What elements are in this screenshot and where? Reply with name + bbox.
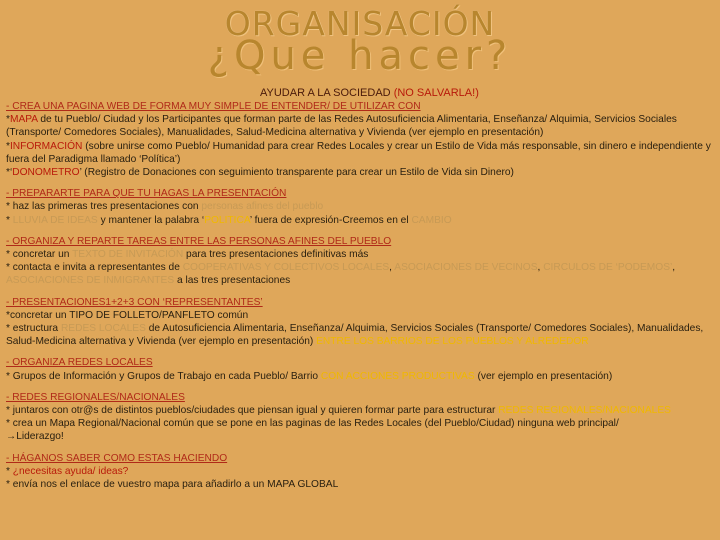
tagline-emphasis: (NO SALVARLA!) [393,87,479,99]
page-title: ORGANISACIÓN [224,4,496,43]
section-regional [6,391,714,444]
section-prepare [6,187,714,227]
section-heading: - PRESENTACIONES1+2+3 CON ‘REPRESENTANTES’ [6,296,263,308]
list-item: * juntaros con otr@s de distintos pueblos/ciudades que piensan igual y quieren formar parte para estructurar REDES REGIONALES/NACIONALES [6,405,671,417]
list-item: * crea un Mapa Regional/Nacional común que se pone en las paginas de las Redes Locales (del Pueblo/Ciudad) ninguna web principal/ [6,418,619,430]
content [6,100,714,499]
section-organize [6,235,714,288]
section-local-networks [6,356,714,382]
list-item: * LLUVIA DE IDEAS y mantener la palabra ‘POLITICA’ fuera de expresión-Creemos en el CAMBIO [6,214,452,226]
section-heading: - PREPARARTE PARA QUE TU HAGAS LA PRESENTACIÓN [6,188,287,200]
section-presentations [6,296,714,349]
tagline-text: AYUDAR A LA SOCIEDAD [260,87,394,99]
list-item: * contacta e invita a representantes de COOPERATIVAS Y COLECTIVOS LOCALES, ASOCIACIONES DE VECINOS, CIRCULOS DE ‘PODEMOS’, ASOCIACIONES DE INMIGRANTES a las tres presentaciones [6,262,676,287]
list-item: * haz las primeras tres presentaciones con personas afines del pueblo [6,201,324,213]
list-item: * concretar un TEXTO DE INVITACIÓN para tres presentaciones definitivas más [6,249,369,261]
section-web [6,100,714,179]
list-item: * estructura REDES LOCALES de Autosuficiencia Alimentaria, Enseñanza/ Alquimia, Servicios Sociales (Transporte/ Comedores Sociales), Manualidades, Salud-Medicina alternativa y Vivienda (ver ejemplo en presentación) ENTRE LOS BARRIOS DE LOS PUEBLOS Y ALREDEDOR [6,323,704,348]
list-item: * Grupos de Información y Grupos de Trabajo en cada Pueblo/ Barrio CON ACCIONES PRODUCTIVAS (ver ejemplo en presentación) [6,370,613,382]
list-item: *INFORMACIÓN (sobre unirse como Pueblo/ Humanidad para crear Redes Locales y crear un Estilo de Vida más responsable, sin dinero e independiente y fuera del Paradigma llamado ‘Política’) [6,140,711,165]
section-heading: - ORGANIZA Y REPARTE TAREAS ENTRE LAS PERSONAS AFINES DEL PUEBLO [6,235,392,247]
list-item: * ¿necesitas ayuda/ ideas? [6,465,129,477]
section-heading: - REDES REGIONALES/NACIONALES [6,391,185,403]
section-contact [6,452,714,492]
list-item: *MAPA de tu Pueblo/ Ciudad y los Participantes que forman parte de las Redes Autosuficiencia Alimentaria, Enseñanza/ Alquimia, Servicios Sociales (Transporte/ Comedores Sociales), Manualidades, Salud-Medicina alternativa y Vivienda (ver ejemplo en presentación) [6,114,677,139]
list-item: *‘DONOMETRO’ (Registro de Donaciones con seguimiento transparente para crear un Estilo de Vida sin Dinero) [6,167,514,179]
list-item: * envía nos el enlace de vuestro mapa para añadirlo a un MAPA GLOBAL [6,479,339,491]
section-heading: - HÁGANOS SABER COMO ESTAS HACIENDO [6,452,228,464]
page-subtitle: ¿Que hacer? [207,33,513,79]
section-heading: - CREA UNA PAGINA WEB DE FORMA MUY SIMPLE DE ENTENDER/ DE UTILIZAR CON [6,101,421,112]
tagline [260,87,479,99]
list-item: *concretar un TIPO DE FOLLETO/PANFLETO común [6,309,249,321]
list-item: →Liderazgo! [6,431,64,443]
section-heading: - ORGANIZA REDES LOCALES [6,357,153,369]
